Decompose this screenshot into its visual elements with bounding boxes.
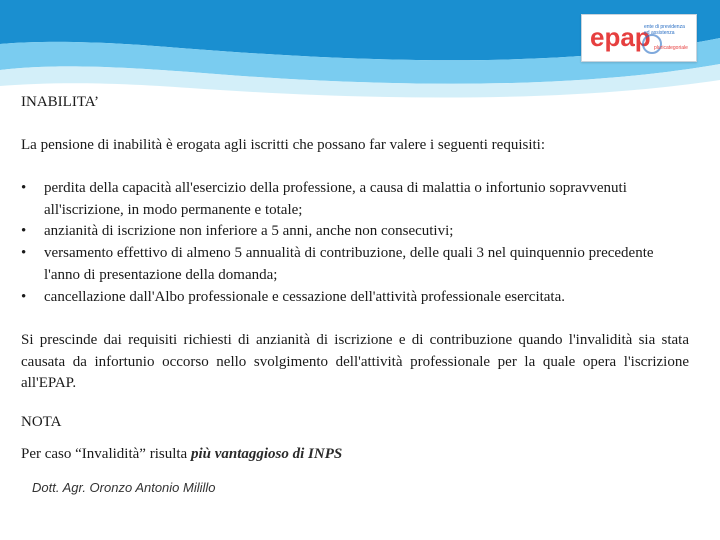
list-item-text: versamento effettivo di almeno 5 annualità di contribuzione, delle quali 3 nel quinquennio precedente l'anno di presentazione della domanda;	[44, 245, 654, 283]
author-signature: Dott. Agr. Oronzo Antonio Milillo	[32, 479, 216, 495]
list-item	[21, 178, 689, 221]
list-item-text: cancellazione dall'Albo professionale e cessazione dell'attività professionale esercitata.	[44, 288, 566, 305]
note-prefix: Per caso “Invalidità” risulta	[21, 445, 191, 462]
list-item-text: anzianità di iscrizione non inferiore a 5 anni, anche non consecutivi;	[44, 223, 454, 240]
note-heading: NOTA	[21, 413, 62, 430]
note-emphasis: più vantaggioso di INPS	[190, 445, 343, 462]
list-item	[21, 243, 689, 286]
requirements-list	[21, 178, 689, 308]
list-item	[21, 287, 689, 309]
bullet-icon: •	[21, 223, 27, 240]
logo-wordmark: epap	[590, 22, 651, 52]
logo-tagline-2: ed assistenza	[644, 30, 675, 36]
logo-tagline-1: ente di previdenza	[644, 24, 685, 30]
slide-content	[21, 93, 689, 495]
list-item-text: perdita della capacità all'esercizio della professione, a causa di malattia o infortunio sopravvenuti all'iscrizione, in modo permanente e totale;	[44, 180, 627, 218]
slide-heading: INABILITA’	[21, 94, 99, 110]
logo-link: pluricategoriale	[654, 45, 688, 51]
epap-logo	[581, 14, 697, 62]
note-text	[21, 445, 689, 463]
exemption-paragraph: Si prescinde dai requisiti richiesti di anzianità di iscrizione e di contribuzione quando l'invalidità sia stata causata da infortunio occorso nello svolgimento dell'attività professionale per la quale opera l'iscrizione all'EPAP.	[21, 332, 689, 392]
bullet-icon: •	[21, 245, 27, 262]
bullet-icon: •	[21, 180, 27, 196]
bullet-icon: •	[21, 288, 27, 305]
intro-text: La pensione di inabilità è erogata agli iscritti che possano far valere i seguenti requisiti:	[21, 137, 545, 153]
list-item	[21, 221, 689, 243]
